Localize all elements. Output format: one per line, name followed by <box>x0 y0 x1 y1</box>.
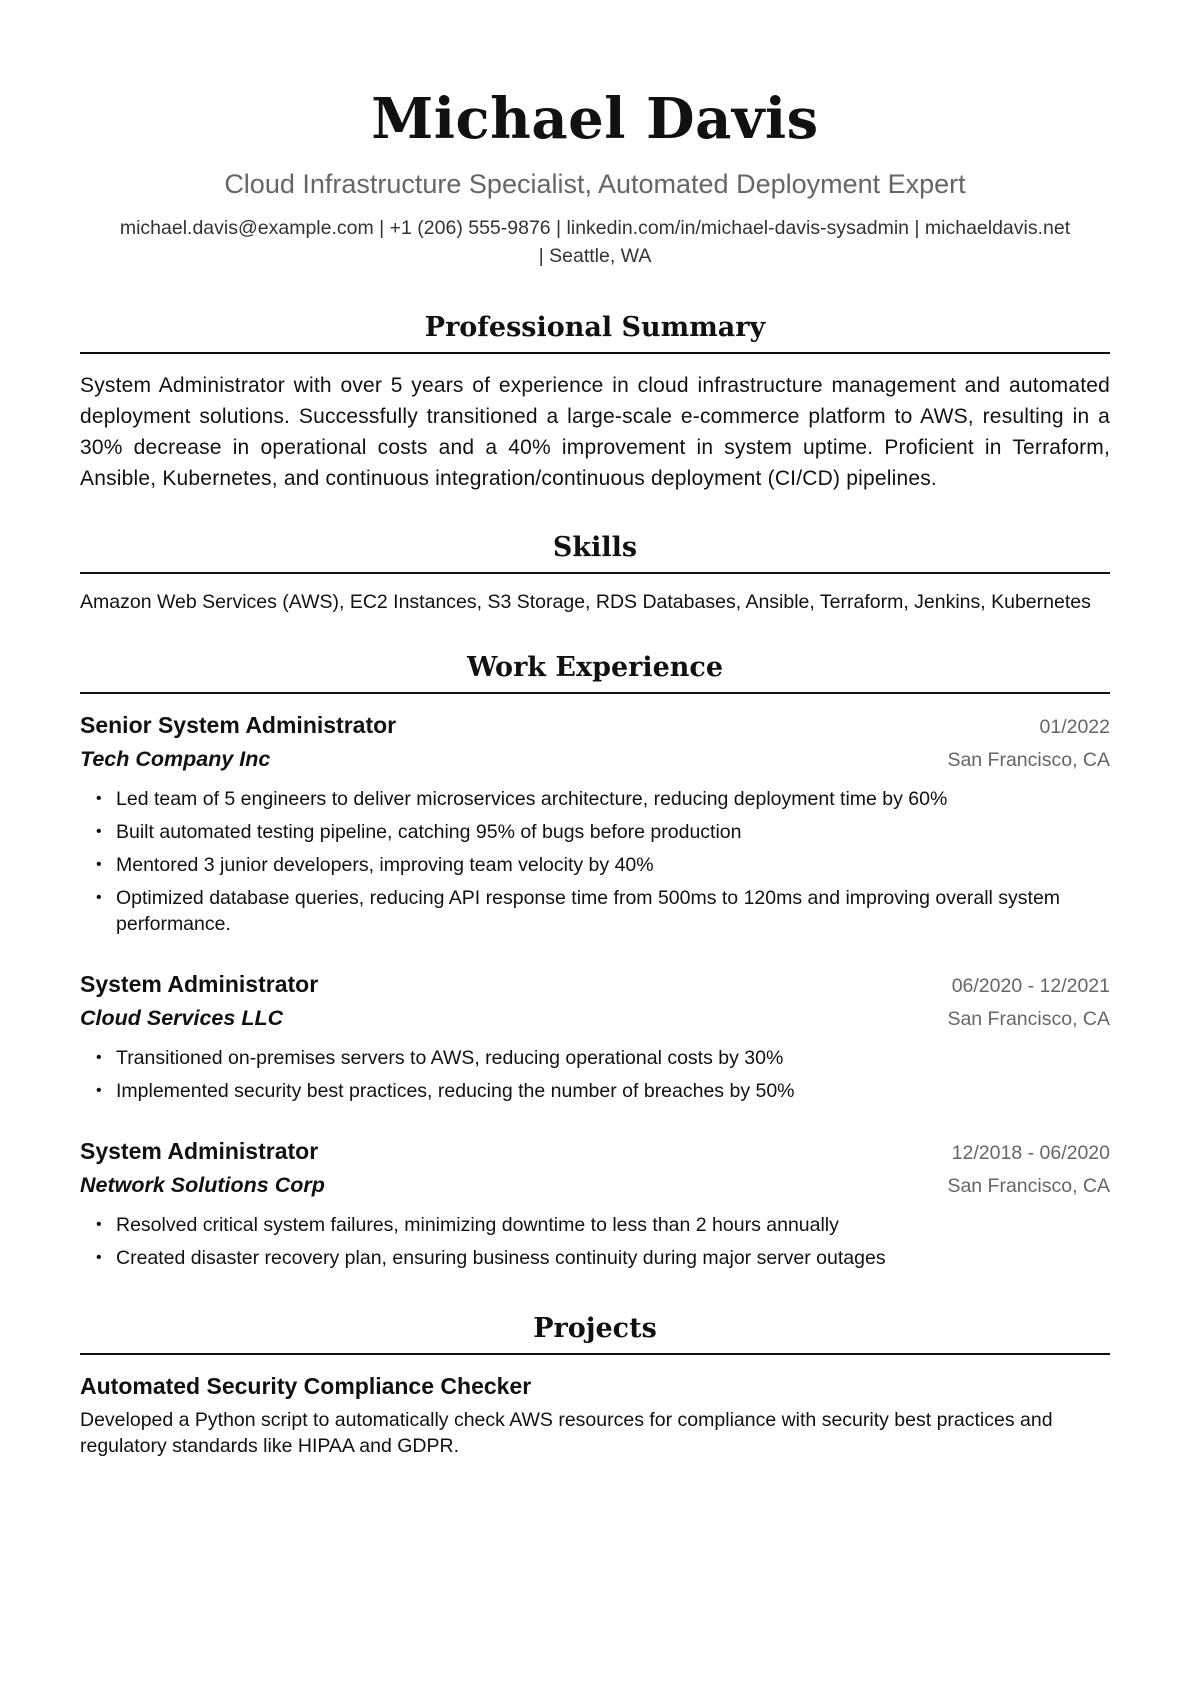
list-item: • Built automated testing pipeline, catching 95% of bugs before production <box>96 821 742 843</box>
contact-line: | Seattle, WA <box>538 245 652 267</box>
job-subheader <box>80 742 1110 776</box>
bullet-icon: • <box>96 823 102 840</box>
bullet-icon: • <box>96 1049 102 1066</box>
candidate-name: Michael Davis <box>371 86 819 152</box>
list-item: • Transitioned on-premises servers to AWS, reducing operational costs by 30% <box>96 1047 784 1069</box>
projects-section <box>80 1311 1110 1459</box>
list-item: • Optimized database queries, reducing API response time from 500ms to 120ms and improving overall system performance. <box>96 887 1061 935</box>
job-header <box>80 1134 1110 1168</box>
job-location: San Francisco, CA <box>947 749 1110 771</box>
section-title-projects: Projects <box>80 1311 1110 1355</box>
list-item: • Mentored 3 junior developers, improving team velocity by 40% <box>96 854 654 876</box>
bullet-icon: • <box>96 1082 102 1099</box>
job-entry <box>80 708 1110 937</box>
project-entry <box>80 1369 1110 1459</box>
job-date: 06/2020 - 12/2021 <box>951 975 1110 997</box>
job-subheader <box>80 1168 1110 1202</box>
job-entry <box>80 1134 1110 1271</box>
section-title-skills: Skills <box>80 530 1110 574</box>
experience-section <box>80 650 1110 1271</box>
job-location: San Francisco, CA <box>947 1008 1110 1030</box>
list-item: • Created disaster recovery plan, ensuring business continuity during major server outages <box>96 1247 886 1269</box>
skills-section <box>80 530 1110 616</box>
job-title: Senior System Administrator <box>80 712 397 738</box>
summary-section <box>80 310 1110 494</box>
list-item: • Implemented security best practices, reducing the number of breaches by 50% <box>96 1080 795 1102</box>
bullet-icon: • <box>96 1216 102 1233</box>
job-company: Network Solutions Corp <box>80 1173 325 1197</box>
job-date: 01/2022 <box>1039 716 1110 738</box>
job-header <box>80 708 1110 742</box>
job-location: San Francisco, CA <box>947 1175 1110 1197</box>
job-subheader <box>80 1001 1110 1035</box>
job-title: System Administrator <box>80 971 319 997</box>
contact-info <box>80 214 1110 270</box>
job-bullets <box>80 1212 1110 1271</box>
section-title-experience: Work Experience <box>80 650 1110 694</box>
bullet-icon: • <box>96 790 102 807</box>
job-company: Cloud Services LLC <box>80 1006 284 1030</box>
contact-line: michael.davis@example.com | +1 (206) 555-9876 | linkedin.com/in/michael-davis-sysadmin | michaeldavis.net <box>119 217 1071 239</box>
list-item: • Resolved critical system failures, minimizing downtime to less than 2 hours annually <box>96 1214 839 1236</box>
skills-text: Amazon Web Services (AWS), EC2 Instances, S3 Storage, RDS Databases, Ansible, Terraform, Jenkins, Kubernetes <box>80 591 1091 613</box>
project-title: Automated Security Compliance Checker <box>80 1373 532 1399</box>
headline: Cloud Infrastructure Specialist, Automated Deployment Expert <box>224 169 966 199</box>
section-title-summary: Professional Summary <box>80 310 1110 354</box>
list-item: • Led team of 5 engineers to deliver microservices architecture, reducing deployment time by 60% <box>96 788 948 810</box>
job-title: System Administrator <box>80 1138 319 1164</box>
resume-page <box>80 0 1110 1459</box>
job-bullets <box>80 1045 1110 1104</box>
summary-text: System Administrator with over 5 years of experience in cloud infrastructure management and automated deployment solutions. Successfully transitioned a large-scale e-commerce platform to AWS, resulting in a 30% decrease in operational costs and a 40% improvement in system uptime. Proficient in Terraform, Ansible, Kubernetes, and continuous integration/continuous deployment (CI/CD) pipelines. <box>80 374 1110 490</box>
job-entry <box>80 967 1110 1104</box>
project-description: Developed a Python script to automatically check AWS resources for compliance with security best practices and regulatory standards like HIPAA and GDPR. <box>80 1409 1053 1457</box>
job-bullets <box>80 786 1110 937</box>
job-company: Tech Company Inc <box>80 747 271 771</box>
bullet-icon: • <box>96 889 102 906</box>
bullet-icon: • <box>96 1249 102 1266</box>
job-date: 12/2018 - 06/2020 <box>951 1142 1110 1164</box>
bullet-icon: • <box>96 856 102 873</box>
job-header <box>80 967 1110 1001</box>
